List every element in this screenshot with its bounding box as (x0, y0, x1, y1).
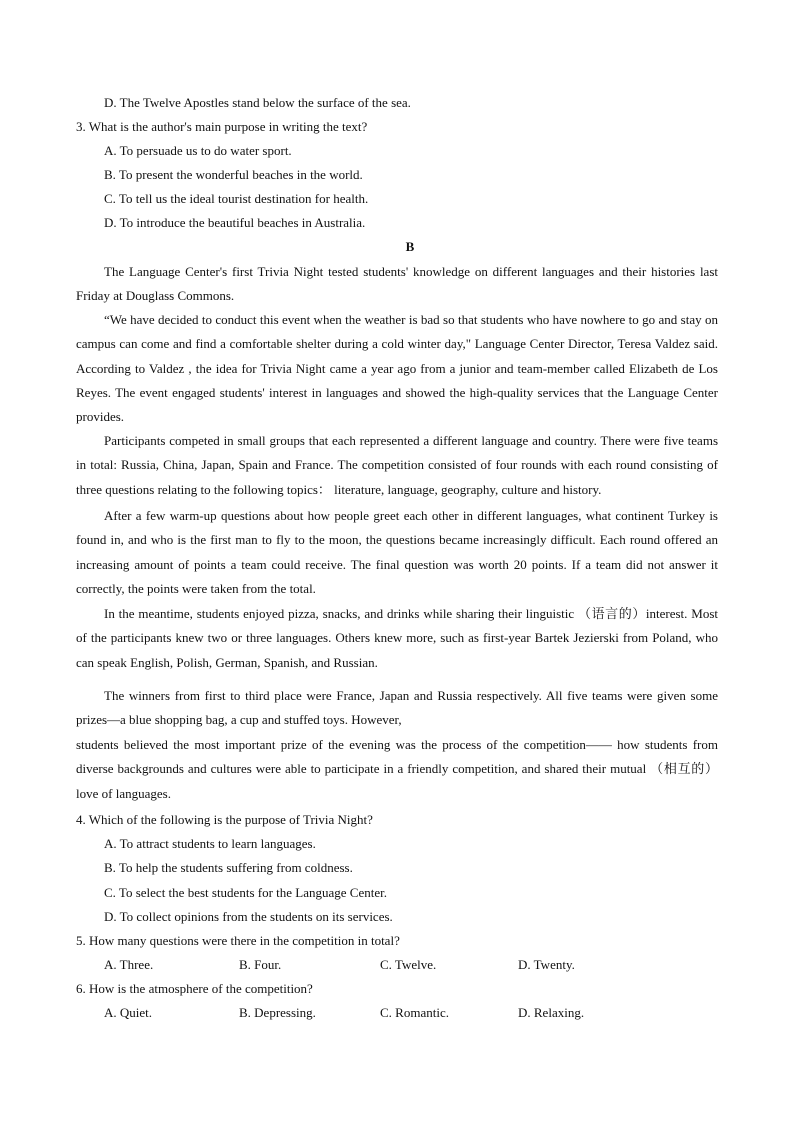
q3-option-a: A. To persuade us to do water sport. (104, 143, 292, 158)
q5-option-c: C. Twelve. (380, 957, 437, 972)
passage-paragraph-7: students believed the most important prize of the evening was the process of the competition—— how students from diverse backgrounds and cultures were able to participate in a friendly competition, and shared their mutual （相互的）love of languages. (76, 737, 718, 801)
q4-option-a: A. To attract students to learn languages. (104, 836, 316, 851)
q5-option-b: B. Four. (239, 957, 282, 972)
q3-option-c: C. To tell us the ideal tourist destination for health. (104, 191, 369, 206)
q4-option-c: C. To select the best students for the Language Center. (104, 885, 387, 900)
q3-option-b: B. To present the wonderful beaches in the world. (104, 167, 363, 182)
q5-stem: 5. How many questions were there in the competition in total? (76, 933, 400, 948)
passage-paragraph-2: “We have decided to conduct this event when the weather is bad so that students who have nowhere to go and stay on campus can come and find a comfortable shelter during a cold winter day," Language Center Director, Teresa Valdez said. According to Valdez , the idea for Trivia Night came a year ago from a junior and team-member called Elizabeth de Los Reyes. The event engaged students' interest in languages and showed the high-quality services that the Language Center provides. (76, 312, 718, 425)
q6-option-b: B. Depressing. (239, 1005, 316, 1020)
passage-paragraph-6: The winners from first to third place were France, Japan and Russia respectively. All five teams were given some prizes—a blue shopping bag, a cup and stuffed toys. However, (76, 688, 718, 728)
q5-options-row (104, 957, 704, 973)
q6-option-a: A. Quiet. (104, 1005, 153, 1020)
passage-paragraph-5: In the meantime, students enjoyed pizza, snacks, and drinks while sharing their linguistic （语言的）interest. Most of the participants knew two or three languages. Others knew more, such as first-year Bartek Jezierski from Poland, who can speak English, Polish, German, Spanish, and Russian. (76, 606, 718, 670)
q5-option-d: D. Twenty. (518, 957, 575, 972)
q6-options-row (104, 1005, 704, 1021)
q4-option-b: B. To help the students suffering from coldness. (104, 860, 353, 875)
q3-stem: 3. What is the author's main purpose in writing the text? (76, 119, 368, 134)
q3-option-d: D. To introduce the beautiful beaches in Australia. (104, 215, 366, 230)
q5-option-a: A. Three. (104, 957, 154, 972)
q6-option-c: C. Romantic. (380, 1005, 449, 1020)
q6-stem: 6. How is the atmosphere of the competition? (76, 981, 313, 996)
passage-paragraph-1: The Language Center's first Trivia Night tested students' knowledge on different languages and their histories last Friday at Douglass Commons. (76, 264, 718, 304)
q4-option-d: D. To collect opinions from the students on its services. (104, 909, 393, 924)
passage-paragraph-4: After a few warm-up questions about how people greet each other in different languages, what continent Turkey is found in, and who is the first man to fly to the moon, the questions became increasingly difficult. Each round offered an increasing amount of points a team could receive. The final question was worth 20 points. If a team did not answer it correctly, the points were taken from the total. (76, 508, 718, 596)
q6-option-d: D. Relaxing. (518, 1005, 585, 1020)
q4-stem: 4. Which of the following is the purpose of Trivia Night? (76, 812, 373, 827)
section-b-heading: B (405, 239, 415, 254)
passage-paragraph-3: Participants competed in small groups that each represented a different language and country. There were five teams in total: Russia, China, Japan, Spain and France. The competition consisted of four rounds with each round consisting of three questions relating to the following topics： literature, language, geography, culture and history. (76, 433, 718, 497)
q2-option-d: D. The Twelve Apostles stand below the surface of the sea. (104, 95, 411, 110)
